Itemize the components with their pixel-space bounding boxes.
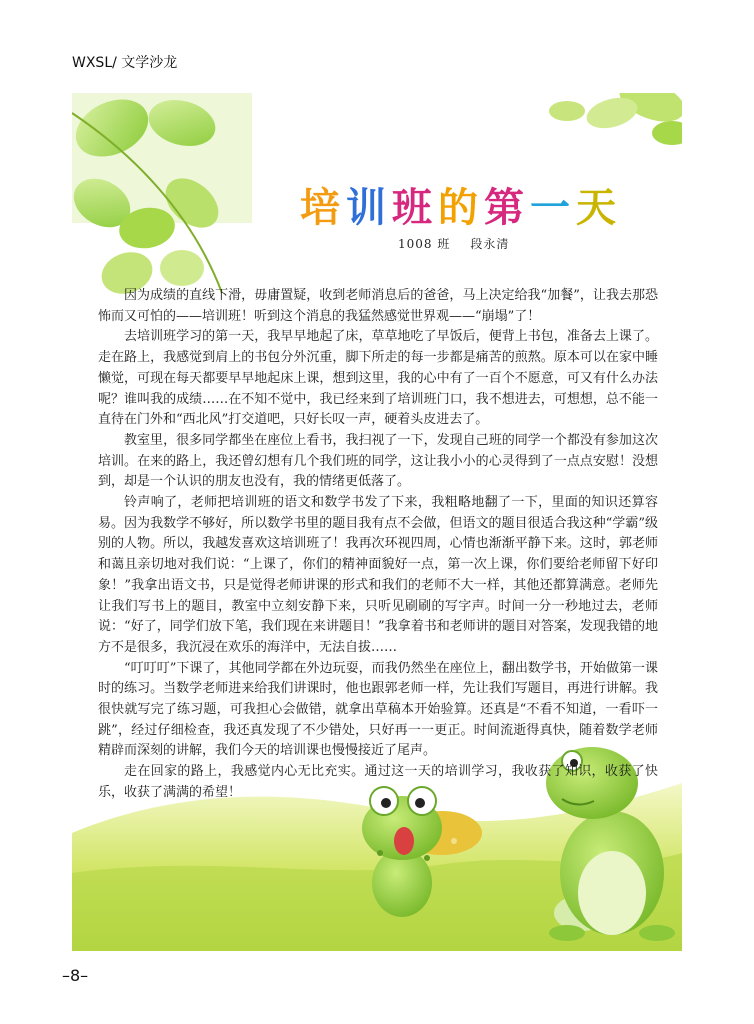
paragraph-4: 铃声响了，老师把培训班的语文和数学书发了下来，我粗略地翻了一下，里面的知识还算容易。因为我数学不够好，所以数学书里的题目我有点不会做，但语文的题目很适合我这种“学霸”级别的人物。所以，我越发喜欢这培训班了！我再次环视四周，心情也渐渐平静下来。这时，郭老师和蔼且亲切地对我们说：“上课了，你们的精神面貌好一点，第一次上课，你们要给老师留下好印象！”我拿出语文书，只是觉得老师讲课的形式和我们的老师不大一样，其他还都算满意。老师先让我们写书上的题目，教室中立刻安静下来，只听见刷刷的写字声。时间一分一秒地过去，老师说：“好了，同学们放下笔，我们现在来讲题目！”我拿着书和老师讲的题目对答案，发现我错的地方不是很多，我沉浸在欢乐的海洋中，无法自拔…… (98, 495, 658, 655)
paragraph-2: 去培训班学习的第一天，我早早地起了床，草草地吃了早饭后，便背上书包，准备去上课了。走在路上，我感觉到肩上的书包分外沉重，脚下所走的每一步都是痛苦的煎熬。原本可以在家中睡懒觉，可现在每天都要早早地起床上课，想到这里，我的心中有了一百个不愿意，可又有什么办法呢？谁叫我的成绩……在不知不觉中，我已经来到了培训班门口，我不想进去，可想想，总不能一直待在门外和“西北风”打交道吧，只好长叹一声，硬着头皮进去了。 (98, 329, 658, 428)
title-char: 第 (484, 185, 530, 231)
article-byline (398, 235, 509, 252)
byline-author: 段永清 (470, 237, 510, 251)
leaf-cluster-top-left (72, 93, 252, 301)
title-char: 培 (300, 185, 346, 231)
page-number: –8– (62, 966, 89, 985)
title-char: 一 (530, 185, 576, 231)
title-char: 天 (576, 185, 622, 231)
paragraph-5: “叮叮叮”下课了，其他同学都在外边玩耍，而我仍然坐在座位上，翻出数学书，开始做第一课时的练习。当数学老师进来给我们讲课时，他也跟郭老师一样，先让我们写题目，再进行讲解。我很快就写完了练习题，可我担心会做错，就拿出草稿本开始验算。还真是“不看不知道，一看吓一跳”，经过仔细检查，我还真发现了不少错处，只好再一一更正。时间流逝得真快，随着数学老师精辟而深刻的讲解，我们今天的培训课也慢慢接近了尾声。 (98, 660, 658, 759)
byline-class: 1008 班 (398, 237, 451, 251)
article-body (98, 286, 658, 804)
article-title (300, 176, 620, 233)
leaf-cluster-top-right (549, 93, 682, 145)
paragraph-1: 因为成绩的直线下滑，毋庸置疑，收到老师消息后的爸爸，马上决定给我“加餐”，让我去那恐怖而又可怕的——培训班！听到这个消息的我猛然感觉世界观——“崩塌”了！ (98, 288, 658, 324)
header-section-label: WXSL/ 文学沙龙 (72, 55, 178, 71)
title-char: 的 (438, 185, 484, 231)
title-char: 训 (346, 185, 392, 231)
title-char: 班 (392, 185, 438, 231)
paragraph-3: 教室里，很多同学都坐在座位上看书，我扫视了一下，发现自己班的同学一个都没有参加这次培训。在来的路上，我还曾幻想有几个我们班的同学，这让我小小的心灵得到了一点点安慰！没想到，却是一个认识的朋友也没有，我的情绪更低落了。 (98, 432, 658, 490)
paragraph-6: 走在回家的路上，我感觉内心无比充实。通过这一天的培训学习，我收获了知识，收获了快乐，收获了满满的希望！ (98, 764, 658, 800)
